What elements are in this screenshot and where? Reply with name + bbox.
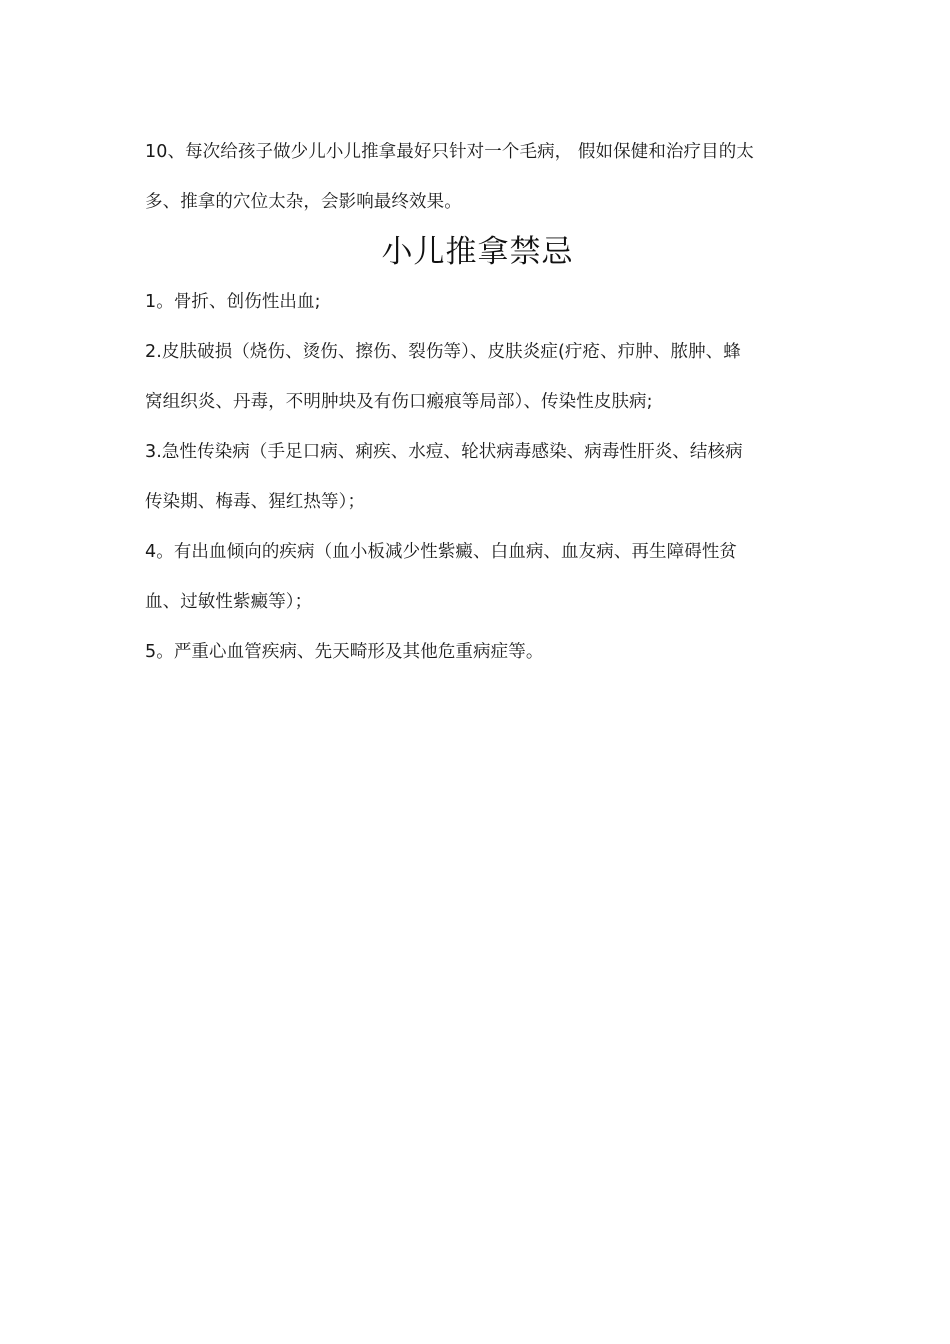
contraindication-line-7: 血、过敏性紫癜等）； [145, 592, 313, 612]
section-title: 小儿推拿禁忌 [381, 234, 574, 270]
intro-line-1: 10、每次给孩子做少儿小儿推拿最好只针对一个毛病， 假如保健和治疗目的太 [145, 142, 754, 162]
contraindication-line-4: 3.急性传染病（手足口病、痢疾、水痘、轮状病毒感染、病毒性肝炎、结核病 [145, 442, 743, 462]
contraindication-line-6: 4。有出血倾向的疾病（血小板减少性紫癜、白血病、血友病、再生障碍性贫 [145, 542, 738, 562]
document-body [145, 127, 810, 677]
intro-line-2: 多、推拿的穴位太杂，会影响最终效果。 [145, 192, 462, 212]
contraindication-line-2: 2.皮肤破损（烧伤、烫伤、擦伤、裂伤等）、皮肤炎症(疔疮、疖肿、脓肿、蜂 [145, 342, 741, 362]
contraindication-line-5: 传染期、梅毒、猩红热等）； [145, 492, 366, 512]
contraindication-line-1: 1。骨折、创伤性出血; [145, 292, 321, 312]
contraindication-line-8: 5。严重心血管疾病、先天畸形及其他危重病症等。 [145, 642, 544, 662]
contraindication-line-3: 窝组织炎、丹毒，不明肿块及有伤口瘢痕等局部）、传染性皮肤病; [145, 392, 653, 412]
